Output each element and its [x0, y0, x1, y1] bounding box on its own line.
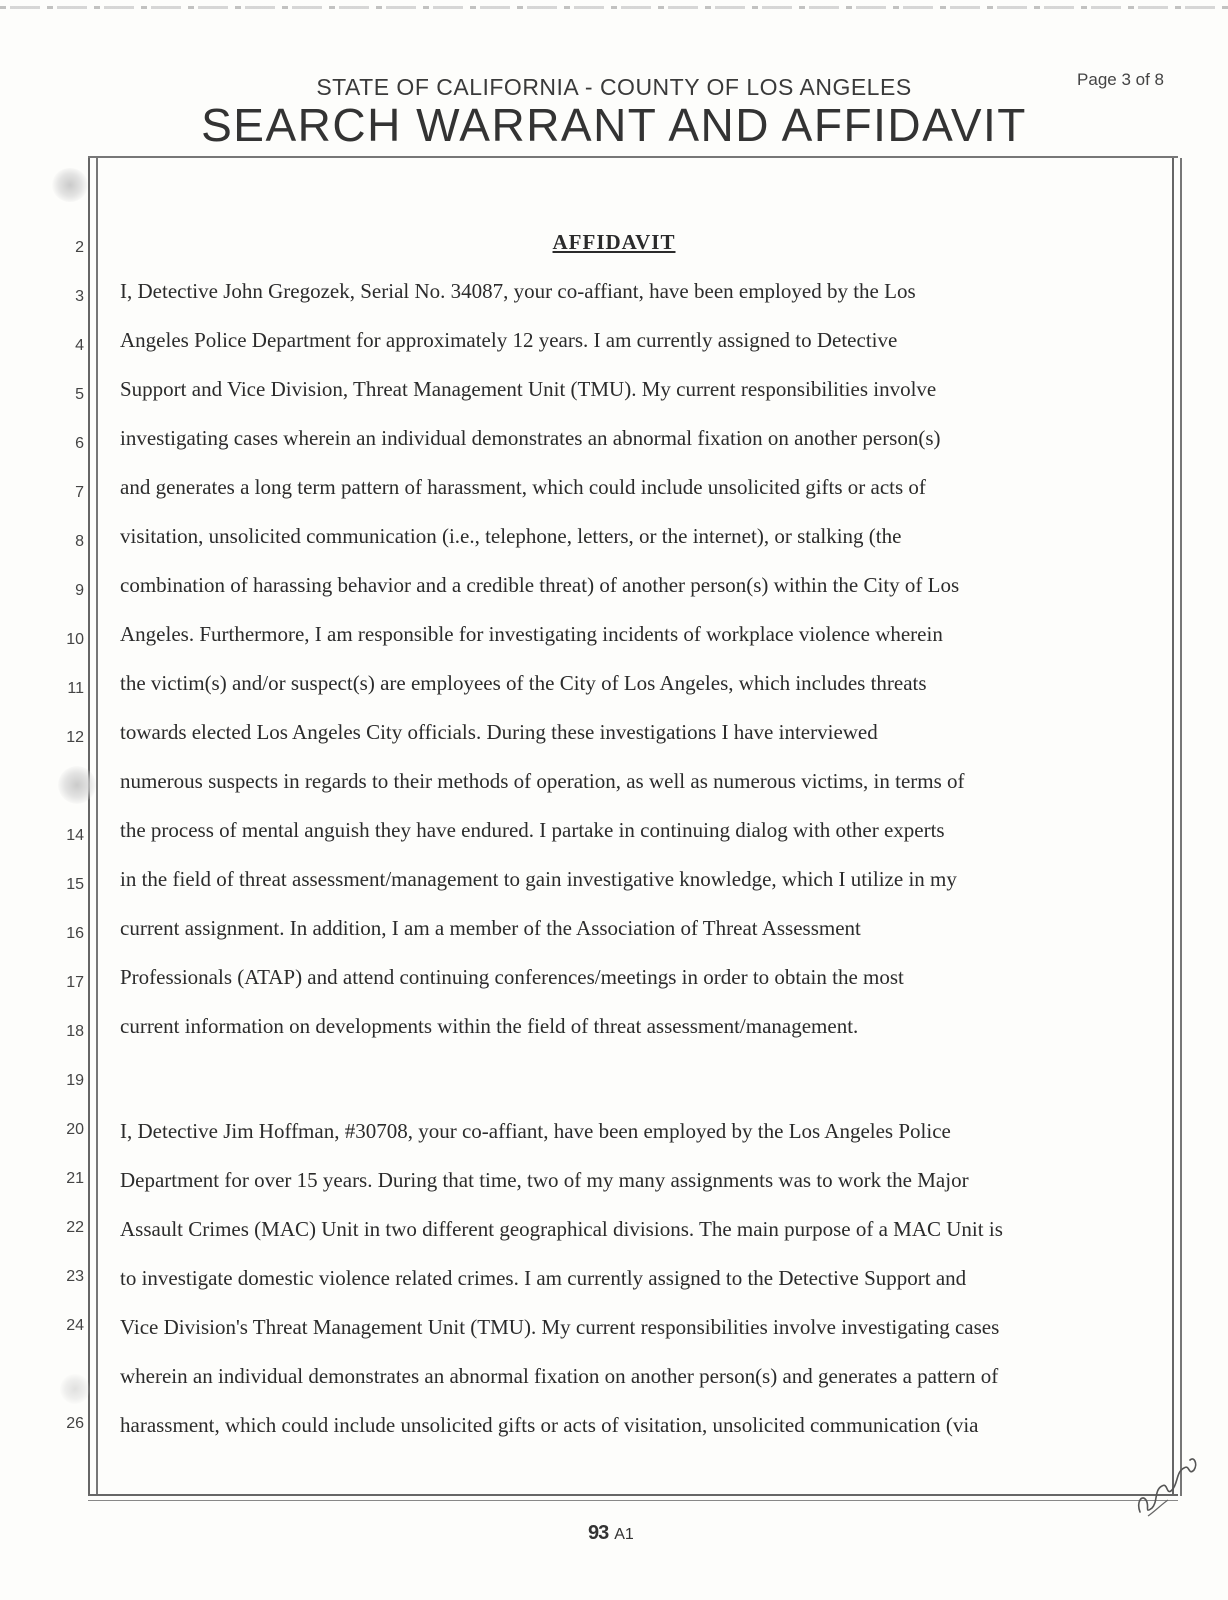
frame-top-rule — [88, 156, 1178, 158]
text-line: Department for over 15 years. During that time, two of my many assignments was to work the Major — [120, 1168, 969, 1192]
scan-artifact-line — [0, 6, 1228, 9]
line-number: 5 — [75, 386, 84, 403]
text-line: combination of harassing behavior and a credible threat) of another person(s) within the City of Los — [120, 573, 960, 597]
line-number: 6 — [75, 435, 84, 452]
text-line: Assault Crimes (MAC) Unit in two different geographical divisions. The main purpose of a MAC Unit is — [120, 1217, 1003, 1241]
line-number: 4 — [75, 337, 84, 354]
scan-smudge — [58, 766, 96, 804]
line-number: 3 — [75, 288, 84, 305]
line-number: 8 — [75, 533, 84, 550]
text-line: and generates a long term pattern of harassment, which could include unsolicited gifts or acts of — [120, 475, 926, 499]
text-line: wherein an individual demonstrates an abnormal fixation on another person(s) and generates a pattern of — [120, 1364, 999, 1388]
text-line: the victim(s) and/or suspect(s) are employees of the City of Los Angeles, which includes threats — [120, 671, 927, 695]
page-number: Page 3 of 8 — [1077, 70, 1164, 89]
line-number: 23 — [66, 1268, 84, 1285]
text-line: I, Detective John Gregozek, Serial No. 34087, your co-affiant, have been employed by the Los — [120, 279, 916, 303]
text-line: numerous suspects in regards to their methods of operation, as well as numerous victims, in terms of — [120, 769, 965, 793]
frame-right-rule — [1172, 158, 1182, 1496]
line-number: 2 — [75, 239, 84, 256]
scan-smudge — [60, 1374, 90, 1404]
jurisdiction-subtitle: STATE OF CALIFORNIA - COUNTY OF LOS ANGELES — [316, 74, 912, 100]
line-number: 9 — [75, 582, 84, 599]
text-line: the process of mental anguish they have endured. I partake in continuing dialog with other experts — [120, 818, 945, 842]
line-number: 21 — [66, 1170, 84, 1187]
text-line: in the field of threat assessment/management to gain investigative knowledge, which I utilize in my — [120, 867, 957, 891]
line-number: 16 — [66, 925, 84, 942]
footer-stamp: 93 — [588, 1522, 609, 1544]
line-number: 14 — [66, 827, 84, 844]
line-number: 11 — [67, 680, 84, 697]
text-line: investigating cases wherein an individual demonstrates an abnormal fixation on another person(s) — [120, 426, 941, 450]
line-number: 7 — [75, 484, 84, 501]
frame-bottom-rule — [88, 1494, 1178, 1501]
text-line: Support and Vice Division, Threat Management Unit (TMU). My current responsibilities involve — [120, 377, 937, 401]
text-line: Angeles Police Department for approximately 12 years. I am currently assigned to Detective — [120, 328, 898, 352]
line-number: 10 — [66, 631, 84, 648]
text-line: to investigate domestic violence related crimes. I am currently assigned to the Detective Support and — [120, 1266, 967, 1290]
line-number: 15 — [66, 876, 84, 893]
frame-left-rule — [88, 158, 98, 1496]
line-number: 26 — [66, 1415, 84, 1432]
text-line: Vice Division's Threat Management Unit (TMU). My current responsibilities involve investigating cases — [120, 1315, 1000, 1339]
text-line: Angeles. Furthermore, I am responsible for investigating incidents of workplace violence wherein — [120, 622, 943, 646]
text-line: towards elected Los Angeles City officials. During these investigations I have interviewed — [120, 720, 878, 744]
line-number: 17 — [66, 974, 84, 991]
document-title: SEARCH WARRANT AND AFFIDAVIT — [201, 99, 1027, 151]
line-number: 18 — [66, 1023, 84, 1040]
line-number: 24 — [66, 1317, 84, 1334]
initials-signature-icon — [1132, 1442, 1202, 1522]
scan-smudge — [52, 168, 88, 202]
affidavit-heading: AFFIDAVIT — [552, 230, 676, 254]
text-line: current information on developments within the field of threat assessment/management. — [120, 1014, 859, 1038]
text-line: Professionals (ATAP) and attend continuing conferences/meetings in order to obtain the most — [120, 965, 904, 989]
line-number: 22 — [66, 1219, 84, 1236]
line-number: 12 — [66, 729, 84, 746]
line-number: 19 — [66, 1072, 84, 1089]
text-line: I, Detective Jim Hoffman, #30708, your co-affiant, have been employed by the Los Angeles Police — [120, 1119, 951, 1143]
line-number: 20 — [66, 1121, 84, 1138]
footer-page-code — [588, 1522, 634, 1545]
text-line: harassment, which could include unsolicited gifts or acts of visitation, unsolicited communication (via — [120, 1413, 979, 1437]
text-line: current assignment. In addition, I am a member of the Association of Threat Assessment — [120, 916, 861, 940]
footer-code: A1 — [614, 1526, 634, 1543]
text-line: visitation, unsolicited communication (i.e., telephone, letters, or the internet), or stalking (the — [120, 524, 902, 548]
